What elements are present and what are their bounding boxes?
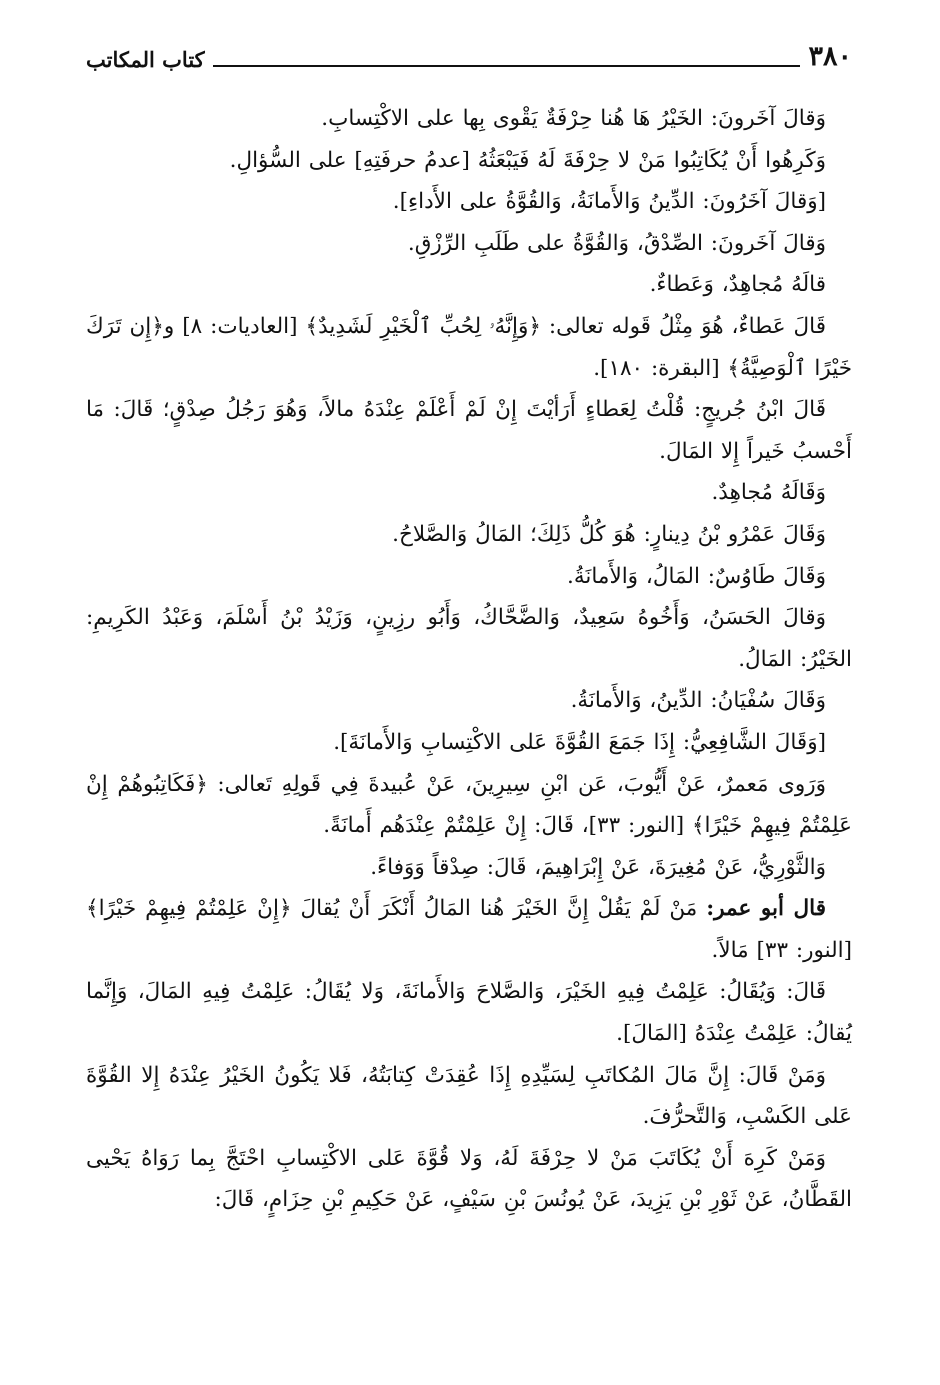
paragraph: قَالَ عَطاءٌ، هُوَ مِثْلُ قَوله تعالى: ﴿وَإِنَّهُۥ لِحُبِّ ٱلْخَيْرِ لَشَدِيدٌ﴾ [العاديات: ٨] و﴿إِن تَرَكَ خَيْرًا ٱلْوَصِيَّةُ﴾ [البقرة: ١٨٠]. bbox=[86, 313, 852, 381]
paragraph-text: مَنْ لَمْ يَقُلْ إِنَّ الخَيْرَ هُنا المَالُ أَنْكَرَ أَنْ يُقالَ ﴿إِنْ عَلِمْتُمْ فِيهِمْ خَيْرًا﴾ [النور: ٣٣] مَالاً. bbox=[86, 896, 852, 963]
paragraph: [وَقَالَ الشَّافِعِيُّ: إِذَا جَمَعَ القُوَّةَ عَلى الاكْتِسابِ وَالأَمانَةَ]. bbox=[333, 729, 826, 755]
paragraph: وَمَنْ قَالَ: إِنَّ مَالَ المُكاتَبِ لِسَيِّدِهِ إِذَا عُقِدَتْ كِتابَتُهُ، فَلا يَكُونُ الخَيْرُ عِنْدَهُ إِلا القُوَّةَ عَلى الكَسْبِ، وَالتَّحرُّفَ. bbox=[86, 1062, 852, 1130]
paragraph: وَقَالَ طَاوُسٌ: المَالُ، وَالأَمانَةُ. bbox=[567, 563, 826, 589]
paragraph: قَالَ ابْنُ جُريجٍ: قُلْتُ لِعَطاءٍ أَرَأيْتَ إِنْ لَمْ أَعْلَمْ عِنْدَهُ مالاً، وَهُوَ رَجُلُ صِدْقٍ؛ قَالَ: مَا أَحْسبُ خَيراً إِلا المَالَ. bbox=[86, 397, 852, 464]
running-title: كتاب المكاتب bbox=[86, 47, 205, 72]
page-number: ٣٨٠ bbox=[808, 41, 852, 72]
paragraph: وَقَالَ سُفْيَانُ: الدِّينُ، وَالأَمانَةُ. bbox=[570, 688, 826, 714]
page-body bbox=[86, 98, 852, 1221]
paragraph: وَمَنْ كَرِهَ أَنْ يُكَاتَبَ مَنْ لا حِرْفَةَ لَهُ، وَلا قُوَّةَ عَلى الاكْتِسابِ احْتَجَّ بِما رَوَاهُ يَحْيى القَطَّانُ، عَنْ ثَوْرِ بْنِ يَزِيدَ، عَنْ يُونُسَ بْنِ سَيْفٍ، عَنْ حَكِيمِ بْنِ حِزَامٍ، قَالَ: bbox=[86, 1145, 852, 1213]
paragraph: قَالَ: وَيُقَالُ: عَلِمْتُ فِيهِ الخَيْرَ، وَالصَّلاحَ وَالأَمانَةَ، وَلا يُقَالُ: عَلِمْتُ فِيهِ المَالَ، وَإِنَّما يُقالُ: عَلِمْتُ عِنْدَهُ [المَالَ]. bbox=[86, 979, 852, 1047]
paragraph: وَالثَّوْرِيُّ، عَنْ مُغِيرَةَ، عَنْ إِبْرَاهِيمَ، قَالَ: صِدْقاً وَوَفاءً. bbox=[370, 854, 826, 880]
paragraph: وَقالَ آخَرونَ: الخَيْرُ هَا هُنا حِرْفَةٌ يَقْوى بِها على الاكْتِسابِ. bbox=[321, 106, 826, 131]
paragraph-with-lead bbox=[86, 888, 852, 971]
page-header bbox=[86, 36, 852, 70]
paragraph: قالَهُ مُجاهِدٌ، وَعَطاءٌ. bbox=[649, 272, 826, 298]
paragraph: وَقالَ الحَسَنُ، وَأَخُوهُ سَعِيدٌ، وَالضَّحَّاكُ، وَأَبُو رزِينٍ، وَزَيْدُ بْنُ أَسْلَمَ، وَعَبْدُ الكَرِيمِ: الخَيْرُ: المَالُ. bbox=[86, 605, 852, 672]
paragraph: وَقالَ آخَرونَ: الصِّدْقُ، وَالقُوَّةُ على طَلَبِ الرِّزْقِ. bbox=[407, 230, 826, 256]
paragraph: وَرَوى مَعمرٌ، عَنْ أَيُّوبَ، عَن ابْنِ سِيرِينَ، عَنْ عُبيدةَ فِي قَولِهِ تَعالى: ﴿فَكَاتِبُوهُمْ إِنْ عَلِمْتُمْ فِيهِمْ خَيْرًا﴾ [النور: ٣٣]، قَالَ: إِنْ عَلِمْتُمْ عِنْدَهُم أَمانَةً. bbox=[86, 771, 852, 839]
paragraph: [وَقالَ آخَرُونَ: الدِّينُ وَالأَمانَةُ، وَالقُوَّةُ على الأَداءِ]. bbox=[392, 189, 826, 215]
paragraph: وَقَالَ عَمْرُو بْنُ دِينارٍ: هُوَ كُلُّ ذَلِكَ؛ المَالُ وَالصَّلاحُ. bbox=[392, 521, 826, 547]
paragraph: وَكَرِهُوا أَنْ يُكَاتِبُوا مَنْ لا حِرْفَةَ لَهُ فَيَبْعَثُهُ [عدمُ حرفَتِهِ] على السُّؤالِ. bbox=[229, 147, 826, 173]
speaker-lead: قال أبو عمر: bbox=[706, 896, 826, 922]
paragraph: وَقَالَهُ مُجاهِدٌ. bbox=[711, 480, 826, 506]
header-rule bbox=[213, 65, 801, 67]
